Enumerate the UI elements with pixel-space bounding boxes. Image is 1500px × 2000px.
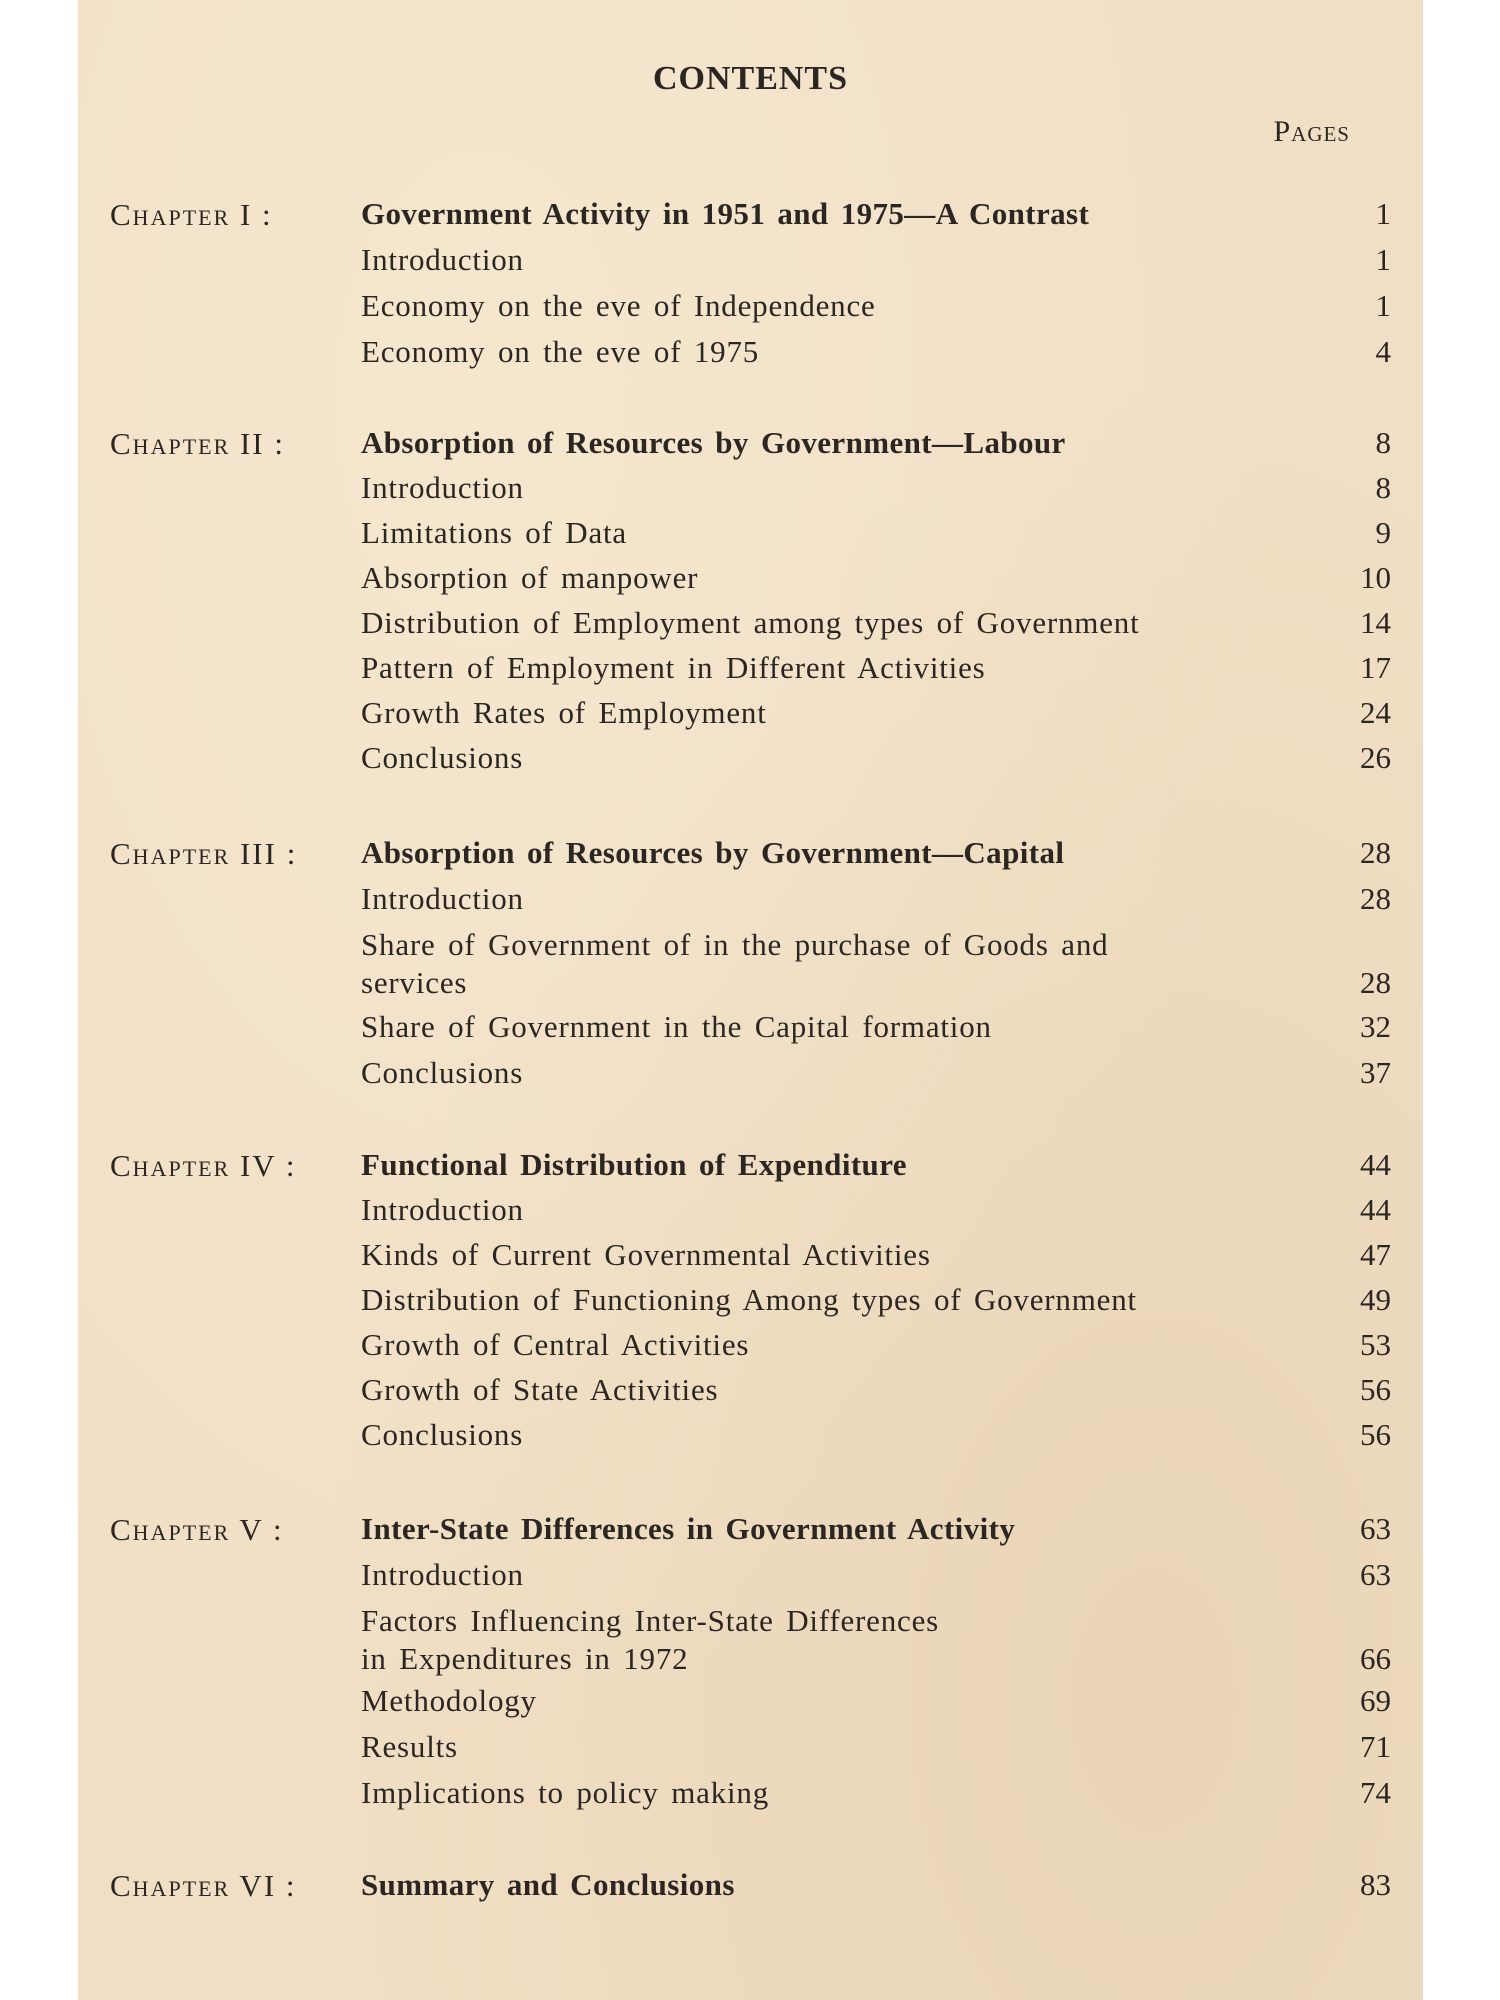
toc-entry: [361, 559, 1391, 597]
chapter-label: Chapter V :: [110, 1512, 284, 1547]
chapter-title-row: [361, 1146, 1391, 1184]
toc-entry: [361, 514, 1391, 552]
toc-entry: [361, 333, 1391, 371]
chapter-title-row: [361, 1866, 1391, 1904]
entry-title: Methodology: [361, 1683, 537, 1718]
chapter-label: Chapter VI :: [110, 1868, 297, 1903]
entry-title: Results: [361, 1729, 458, 1764]
toc-entry: [361, 241, 1391, 279]
page-number: 10: [1360, 560, 1391, 595]
entry-title: Pattern of Employment in Different Activities: [361, 650, 986, 685]
toc-entry: [361, 1556, 1391, 1594]
toc-entry: [361, 1326, 1391, 1364]
toc-entry: [361, 1774, 1391, 1812]
chapter-title-row: [361, 424, 1391, 462]
toc-entry: [361, 694, 1391, 732]
entry-title: Factors Influencing Inter-State Differences in Expenditures in 1972: [361, 1603, 940, 1676]
entry-title: Share of Government in the Capital formation: [361, 1009, 992, 1044]
entry-title: Implications to policy making: [361, 1775, 770, 1810]
entry-title: Conclusions: [361, 1055, 524, 1090]
chapter-label: Chapter IV :: [110, 1148, 297, 1183]
chapter-label: Chapter II :: [110, 426, 285, 461]
entry-title: Share of Government of in the purchase of Goods and services: [361, 927, 1109, 1000]
entry-title: Introduction: [361, 1192, 524, 1227]
page-number: 66: [1360, 1641, 1391, 1676]
toc-entry: [361, 649, 1391, 687]
page-number: 28: [1360, 835, 1391, 870]
entry-title: Introduction: [361, 881, 524, 916]
page-number: 17: [1360, 650, 1391, 685]
page-number: 26: [1360, 740, 1391, 775]
toc-entry: [361, 739, 1391, 777]
chapter-title: Absorption of Resources by Government—Labour: [361, 425, 1066, 460]
toc-entry: [361, 1236, 1391, 1274]
entry-title: Introduction: [361, 470, 524, 505]
entry-title: Conclusions: [361, 1417, 524, 1452]
toc-entry: [361, 1054, 1391, 1092]
chapter-title: Government Activity in 1951 and 1975—A Contrast: [361, 196, 1090, 231]
entry-title: Distribution of Employment among types of Government: [361, 605, 1140, 640]
entry-title: Limitations of Data: [361, 515, 627, 550]
page-number: 63: [1360, 1557, 1391, 1592]
chapter-label: Chapter I :: [110, 197, 273, 232]
entry-title: Introduction: [361, 1557, 524, 1592]
toc-entry: [361, 469, 1391, 507]
page-number: 32: [1360, 1009, 1391, 1044]
entry-title: Growth of Central Activities: [361, 1327, 750, 1362]
page-number: 28: [1360, 965, 1391, 1000]
entry-title: Economy on the eve of Independence: [361, 288, 876, 323]
toc-entry: [361, 1371, 1391, 1409]
page-number: 53: [1360, 1327, 1391, 1362]
page-number: 83: [1360, 1867, 1391, 1902]
chapter-title: Inter-State Differences in Government Activity: [361, 1511, 1016, 1546]
page-number: 71: [1360, 1729, 1391, 1764]
entry-title: Absorption of manpower: [361, 560, 699, 595]
page-number: 44: [1360, 1192, 1391, 1227]
page-number: 47: [1360, 1237, 1391, 1272]
page-number: 74: [1360, 1775, 1391, 1810]
toc-entry: [361, 1281, 1391, 1319]
page-number: 56: [1360, 1417, 1391, 1452]
toc-entry: [361, 604, 1391, 642]
entry-title: Growth Rates of Employment: [361, 695, 767, 730]
page-number: 37: [1360, 1055, 1391, 1090]
toc-entry: [361, 287, 1391, 325]
book-page: [78, 0, 1423, 2000]
entry-title: Kinds of Current Governmental Activities: [361, 1237, 931, 1272]
chapter-label: Chapter III :: [110, 836, 298, 871]
page-number: 9: [1375, 515, 1391, 550]
pages-column-header: Pages: [1273, 115, 1350, 148]
toc-entry: [361, 1191, 1391, 1229]
toc-entry: [361, 1602, 1391, 1678]
page-number: 28: [1360, 881, 1391, 916]
contents-heading: CONTENTS: [652, 60, 849, 97]
chapter-title-row: [361, 1510, 1391, 1548]
page-number: 14: [1360, 605, 1391, 640]
toc-entry: [361, 926, 1391, 1002]
page-number: 8: [1375, 425, 1391, 460]
entry-title: Economy on the eve of 1975: [361, 334, 760, 369]
page-number: 1: [1375, 288, 1391, 323]
page-number: 1: [1375, 242, 1391, 277]
entry-title: Introduction: [361, 242, 524, 277]
toc-entry: [361, 1008, 1391, 1046]
chapter-title: Functional Distribution of Expenditure: [361, 1147, 907, 1182]
chapter-title: Summary and Conclusions: [361, 1867, 735, 1902]
chapter-title-row: [361, 195, 1391, 233]
page-number: 8: [1375, 470, 1391, 505]
page-number: 24: [1360, 695, 1391, 730]
chapter-title: Absorption of Resources by Government—Capital: [361, 835, 1065, 870]
toc-entry: [361, 1682, 1391, 1720]
page-number: 44: [1360, 1147, 1391, 1182]
chapter-title-row: [361, 834, 1391, 872]
entry-title: Distribution of Functioning Among types of Government: [361, 1282, 1137, 1317]
entry-title: Conclusions: [361, 740, 524, 775]
toc-entry: [361, 1728, 1391, 1766]
entry-title: Growth of State Activities: [361, 1372, 719, 1407]
page-number: 69: [1360, 1683, 1391, 1718]
page-number: 1: [1375, 196, 1391, 231]
page-number: 63: [1360, 1511, 1391, 1546]
toc-entry: [361, 1416, 1391, 1454]
page-number: 49: [1360, 1282, 1391, 1317]
toc-entry: [361, 880, 1391, 918]
page-number: 4: [1375, 334, 1391, 369]
page-number: 56: [1360, 1372, 1391, 1407]
